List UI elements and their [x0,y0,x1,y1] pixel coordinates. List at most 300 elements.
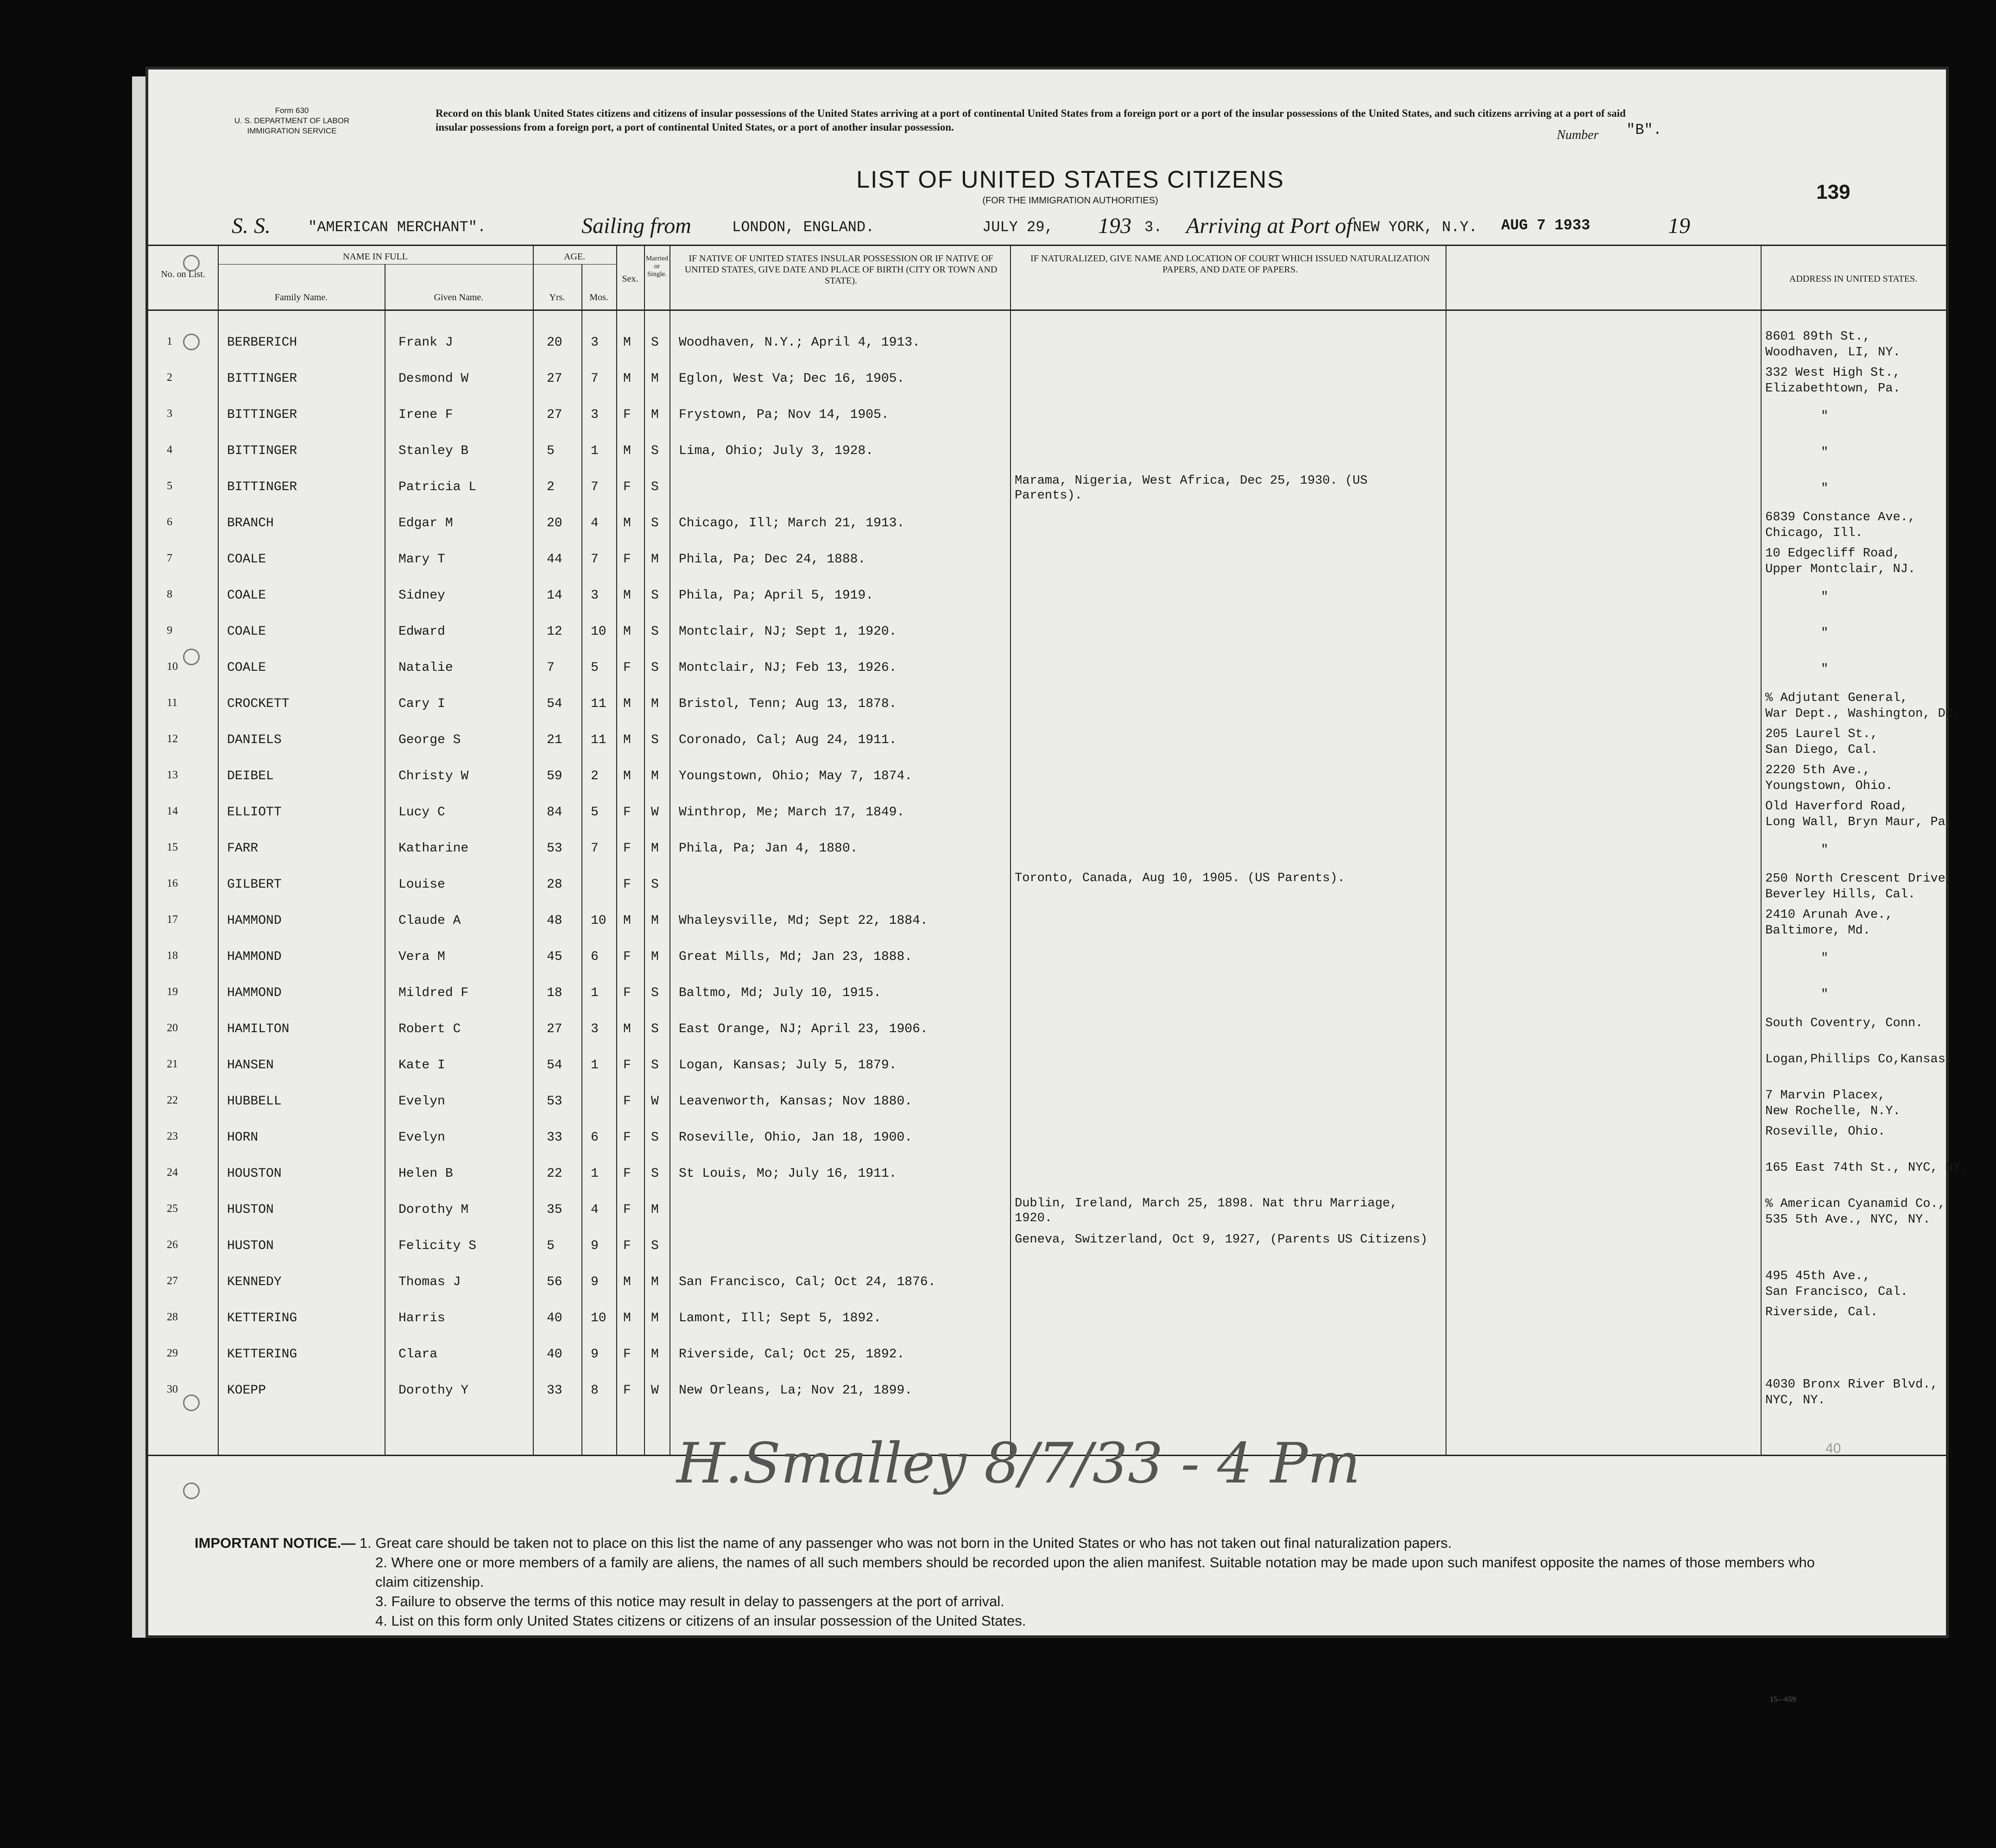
cell-address [1765,401,1828,424]
cell-given: Vera M [398,950,445,964]
cell-birth: New Orleans, La; Nov 21, 1899. [679,1383,913,1398]
col-header-sex: Sex. [622,274,638,284]
col-header-married: Married or Single. [645,255,669,278]
cell-given: Natalie [398,661,453,675]
cell-no: 20 [167,1022,178,1034]
cell-family: BITTINGER [227,372,297,386]
cell-no: 8 [167,588,172,600]
cell-ms: S [651,335,659,350]
header-top-rule [148,245,1946,246]
cell-no: 16 [167,877,178,889]
cell-ms: M [651,1347,659,1362]
cell-mos: 11 [591,733,606,747]
cell-address [1765,1052,1953,1067]
cell-given: Louise [398,877,445,892]
cell-birth: Coronado, Cal; Aug 24, 1911. [679,733,897,747]
cell-given: Mildred F [398,986,469,1000]
col-header-no: No. on List. [161,269,205,279]
cell-given: Lucy C [398,805,445,820]
col-header-name: NAME IN FULL [343,252,408,262]
cell-ms: S [651,1022,659,1036]
cell-ms: S [651,1058,659,1072]
cell-birth: Youngstown, Ohio; May 7, 1874. [679,769,913,783]
sailing-date: JULY 29, [982,219,1054,236]
arrival-port: NEW YORK, N.Y. [1353,219,1478,236]
cell-sex: F [623,480,631,494]
cell-address [1765,726,1878,758]
cell-address [1765,763,1893,794]
number-value: "B". [1626,121,1662,139]
cell-birth: Lamont, Ill; Sept 5, 1892. [679,1311,881,1325]
cell-sex: F [623,552,631,567]
cell-family: KETTERING [227,1347,297,1362]
cell-ms: S [651,516,659,530]
cell-family: HAMMOND [227,950,282,964]
cell-sex: F [623,408,631,422]
address-line: 250 North Crescent Drive, [1765,872,1953,886]
cell-no: 23 [167,1130,178,1142]
address-line: Baltimore, Md. [1765,924,1870,938]
cell-birth: St Louis, Mo; July 16, 1911. [679,1167,897,1181]
cell-sex: F [623,1094,631,1109]
cell-yrs: 12 [547,624,562,639]
cell-ms: S [651,733,659,747]
cell-birth: Baltmo, Md; July 10, 1915. [679,986,881,1000]
cell-mos: 1 [591,444,599,458]
cell-birth: Winthrop, Me; March 17, 1849. [679,805,905,820]
cell-ms: M [651,914,659,928]
cell-sex: M [623,588,631,603]
cell-birth: Frystown, Pa; Nov 14, 1905. [679,408,889,422]
cell-sex: M [623,372,631,386]
cell-address [1765,329,1901,360]
cell-yrs: 27 [547,372,562,386]
cell-given: Thomas J [398,1275,461,1289]
cell-no: 30 [167,1383,178,1395]
cell-given: Sidney [398,588,445,603]
sailing-label: Sailing from [581,214,691,238]
col-header-mos: Mos. [589,292,608,303]
address-line: " [1821,590,1829,604]
cell-no: 29 [167,1347,178,1359]
cell-yrs: 22 [547,1167,562,1181]
cell-sex: F [623,1130,631,1145]
cell-no: 6 [167,516,172,528]
address-line: Old Haverford Road, [1765,800,1908,814]
table-row [148,473,1946,510]
number-label: Number [1557,128,1599,142]
cell-address [1765,654,1828,677]
cell-ms: M [651,408,659,422]
table-row [148,365,1946,401]
page-edge-left [132,76,151,1638]
cell-given: Evelyn [398,1130,445,1145]
address-line: Riverside, Cal. [1765,1306,1878,1319]
cell-yrs: 48 [547,914,562,928]
cell-nat: Toronto, Canada, Aug 10, 1905. (US Parents). [1015,871,1345,885]
cell-address [1765,1015,1923,1031]
table-row [148,763,1946,799]
cell-family: HUSTON [227,1203,274,1217]
notice-heading: IMPORTANT NOTICE.— [195,1535,356,1551]
cell-no: 14 [167,805,178,817]
col-header-address: ADDRESS IN UNITED STATES. [1789,274,1918,284]
cell-mos: 10 [591,914,606,928]
cell-yrs: 21 [547,733,562,747]
cell-ms: S [651,480,659,494]
address-line: Long Wall, Bryn Maur, Pa. [1765,815,1953,829]
table-row [148,907,1946,943]
cell-mos: 2 [591,769,599,783]
cell-family: COALE [227,661,266,675]
address-line: Beverley Hills, Cal. [1765,888,1916,902]
address-line: % American Cyanamid Co., [1765,1197,1945,1211]
cell-birth: Riverside, Cal; Oct 25, 1892. [679,1347,905,1362]
cell-family: BITTINGER [227,408,297,422]
cell-mos: 7 [591,372,599,386]
form-number: Form 630 [275,106,309,115]
address-line: 205 Laurel St., [1765,727,1878,741]
cell-nat: Dublin, Ireland, March 25, 1898. Nat thru Marriage, 1920. [1015,1197,1398,1225]
cell-no: 5 [167,480,172,492]
address-line: " [1821,662,1829,676]
cell-address [1765,907,1893,939]
cell-no: 12 [167,733,178,745]
record-instructions: Record on this blank United States citizens and citizens of insular possessions of the United States arriving at a port of continental United States from a foreign port or a port of the insular possessions of the United States, and such citizens arriving at a port of said insular possessions from a foreign port, a port of continental United States, or a port of another insular possession. [436,107,1626,133]
cell-mos: 3 [591,588,599,603]
cell-sex: F [623,1167,631,1181]
cell-address [1765,1124,1885,1140]
cell-yrs: 5 [547,444,555,458]
form-header [208,106,375,136]
cell-no: 1 [167,335,172,347]
cell-no: 18 [167,950,178,962]
address-line: " [1821,952,1829,965]
cell-given: Christy W [398,769,469,783]
address-line: South Coventry, Conn. [1765,1016,1923,1030]
cell-address [1765,979,1828,1003]
cell-yrs: 84 [547,805,562,820]
cell-sex: F [623,841,631,856]
cell-no: 11 [167,697,178,709]
address-line: " [1821,626,1829,640]
address-line: Chicago, Ill. [1765,526,1863,540]
address-line: " [1821,410,1829,423]
cell-yrs: 35 [547,1203,562,1217]
table-row [148,1341,1946,1377]
cell-given: Cary I [398,697,445,711]
cell-mos: 4 [591,1203,599,1217]
table-row [148,329,1946,365]
cell-no: 21 [167,1058,178,1070]
notice-item: 3. Failure to observe the terms of this notice may result in delay to passengers at the port of arrival. [375,1593,1004,1609]
arrival-stamp: AUG 7 1933 [1501,217,1591,234]
cell-no: 25 [167,1203,178,1215]
cell-yrs: 20 [547,335,562,350]
cell-birth: Great Mills, Md; Jan 23, 1888. [679,950,913,964]
cell-no: 10 [167,661,178,673]
address-line: Elizabethtown, Pa. [1765,382,1901,396]
cell-address [1765,1196,1945,1228]
cell-sex: F [623,1383,631,1398]
notice-item: 2. Where one or more members of a family are aliens, the names of all such members should be recorded upon the alien manifest. Suitable notation may be made upon such manifest opposite the names of those members who claim citizenship. [375,1554,1815,1590]
address-line: Upper Montclair, NJ. [1765,562,1916,576]
cell-no: 22 [167,1094,178,1106]
table-row [148,1196,1946,1232]
binder-hole [183,649,200,665]
cell-sex: F [623,986,631,1000]
cell-sex: M [623,335,631,350]
cell-mos: 7 [591,841,599,856]
cell-yrs: 27 [547,1022,562,1036]
cell-sex: M [623,697,631,711]
cell-address [1765,835,1828,858]
cell-nat: Geneva, Switzerland, Oct 9, 1927, (Parents US Citizens) [1015,1233,1428,1247]
cell-given: Stanley B [398,444,469,458]
cell-family: COALE [227,588,266,603]
cell-ms: S [651,444,659,458]
table-row [148,1052,1953,1088]
cell-mos: 3 [591,1022,599,1036]
address-line: 2410 Arunah Ave., [1765,908,1893,922]
cell-ms: S [651,624,659,639]
cell-sex: F [623,1058,631,1072]
address-line: 7 Marvin Placex, [1765,1089,1886,1103]
sailing-from: LONDON, ENGLAND. [732,219,875,236]
cell-mos: 3 [591,408,599,422]
cell-given: Robert C [398,1022,461,1036]
cell-ms: S [651,1239,659,1253]
stamp-count: 40 [1825,1441,1841,1456]
cell-ms: W [651,1383,659,1398]
cell-birth: Roseville, Ohio, Jan 18, 1900. [679,1130,913,1145]
address-line: " [1821,482,1829,496]
cell-yrs: 33 [547,1383,562,1398]
table-row [148,1377,1946,1413]
cell-ms: S [651,986,659,1000]
cell-mos: 11 [591,697,606,711]
cell-birth: Leavenworth, Kansas; Nov 1880. [679,1094,913,1109]
cell-yrs: 56 [547,1275,562,1289]
cell-given: Edgar M [398,516,453,530]
cell-ms: S [651,1167,659,1181]
year-prefix: 193 [1098,214,1131,238]
notice-item: 1. Great care should be taken not to place on this list the name of any passenger who was not born in the United States or who has not taken out final naturalization papers. [359,1535,1452,1551]
manifest-page [148,69,1968,1703]
cell-yrs: 7 [547,661,555,675]
cell-given: Claude A [398,914,461,928]
table-row [148,979,1946,1015]
cell-yrs: 53 [547,841,562,856]
cell-family: HAMILTON [227,1022,290,1036]
table-row [148,835,1946,871]
cell-yrs: 20 [547,516,562,530]
cell-family: BITTINGER [227,444,297,458]
table-row [148,582,1946,618]
cell-given: Felicity S [398,1239,477,1253]
cell-yrs: 28 [547,877,562,892]
cell-yrs: 27 [547,408,562,422]
cell-yrs: 54 [547,697,562,711]
table-row [148,510,1946,546]
cell-address [1765,1305,1878,1320]
cell-birth: Bristol, Tenn; Aug 13, 1878. [679,697,897,711]
cell-birth: San Francisco, Cal; Oct 24, 1876. [679,1275,936,1289]
cell-given: Edward [398,624,445,639]
cell-address [1765,1160,1968,1176]
cell-family: DANIELS [227,733,282,747]
cell-given: Katharine [398,841,469,856]
cell-address [1765,510,1915,541]
footer-form-code: 15—659 [1770,1696,1796,1703]
page-title: LIST OF UNITED STATES CITIZENS [856,166,1284,193]
cell-yrs: 53 [547,1094,562,1109]
cell-ms: W [651,1094,659,1109]
cell-ms: M [651,950,659,964]
cell-family: DEIBEL [227,769,274,783]
cell-sex: F [623,950,631,964]
cell-no: 27 [167,1275,178,1287]
cell-sex: M [623,1275,631,1289]
address-line: 495 45th Ave., [1765,1269,1870,1283]
cell-family: KENNEDY [227,1275,282,1289]
cell-no: 3 [167,408,172,420]
cell-address [1765,365,1901,397]
cell-ms: M [651,769,659,783]
cell-no: 19 [167,986,178,998]
cell-address [1765,618,1828,641]
cell-birth: Eglon, West Va; Dec 16, 1905. [679,372,905,386]
table-row [148,654,1946,690]
cell-given: Evelyn [398,1094,445,1109]
cell-address [1765,437,1828,460]
cell-birth: Chicago, Ill; March 21, 1913. [679,516,905,530]
inspector-signature: H.Smalley 8/7/33 - 4 Pm [676,1432,1361,1496]
table-row [148,1088,1946,1124]
table-row [148,546,1946,582]
cell-ms: M [651,841,659,856]
address-line: New Rochelle, N.Y. [1765,1104,1901,1118]
cell-sex: M [623,733,631,747]
table-row [148,1232,1946,1268]
page-number: 139 [1816,181,1851,203]
cell-mos: 5 [591,661,599,675]
cell-no: 26 [167,1239,178,1251]
cell-yrs: 33 [547,1130,562,1145]
cell-yrs: 40 [547,1347,562,1362]
department: U. S. DEPARTMENT OF LABOR [234,116,350,125]
cell-mos: 9 [591,1275,599,1289]
table-row [148,799,1953,835]
cell-ms: M [651,1311,659,1325]
cell-sex: F [623,805,631,820]
cell-ms: W [651,805,659,820]
table-row [148,437,1946,473]
address-line: Roseville, Ohio. [1765,1125,1886,1139]
cell-yrs: 45 [547,950,562,964]
cell-mos: 1 [591,1167,599,1181]
cell-mos: 4 [591,516,599,530]
cell-given: Clara [398,1347,438,1362]
year-suffix: 19 [1668,214,1690,238]
cell-birth: Woodhaven, N.Y.; April 4, 1913. [679,335,920,350]
cell-family: GILBERT [227,877,282,892]
cell-no: 17 [167,914,178,926]
cell-sex: M [623,1311,631,1325]
cell-address [1765,871,1953,902]
cell-family: COALE [227,552,266,567]
col-header-given: Given Name. [434,292,484,303]
cell-given: Desmond W [398,372,469,386]
cell-family: BERBERICH [227,335,297,350]
cell-family: HUBBELL [227,1094,282,1109]
cell-mos: 1 [591,986,599,1000]
cell-given: Kate I [398,1058,445,1072]
cell-birth: Whaleysville, Md; Sept 22, 1884. [679,914,928,928]
cell-address [1765,473,1828,497]
cell-family: HANSEN [227,1058,274,1072]
cell-birth: Phila, Pa; April 5, 1919. [679,588,874,603]
cell-mos: 9 [591,1347,599,1362]
address-line: 8601 89th St., [1765,330,1870,344]
cell-ms: S [651,661,659,675]
cell-no: 9 [167,624,172,637]
cell-family: HAMMOND [227,914,282,928]
cell-family: FARR [227,841,259,856]
cell-family: COALE [227,624,266,639]
cell-ms: S [651,877,659,892]
address-line: Woodhaven, LI, NY. [1765,346,1901,360]
cell-family: HOUSTON [227,1167,282,1181]
ship-name: "AMERICAN MERCHANT". [308,219,486,236]
cell-birth: Lima, Ohio; July 3, 1928. [679,444,874,458]
cell-sex: F [623,1347,631,1362]
cell-family: BITTINGER [227,480,297,494]
cell-given: Patricia L [398,480,477,494]
cell-ms: M [651,697,659,711]
cell-family: ELLIOTT [227,805,282,820]
notice-item: 4. List on this form only United States citizens or citizens of an insular possession of the United States. [375,1613,1026,1629]
address-line: 165 East 74th St., NYC, NY. [1765,1161,1968,1175]
page-subtitle: (FOR THE IMMIGRATION AUTHORITIES) [982,196,1158,206]
cell-sex: M [623,1022,631,1036]
address-line: War Dept., Washington, DC. [1765,707,1961,721]
cell-nat: Marama, Nigeria, West Africa, Dec 25, 1930. (US Parents). [1015,474,1368,503]
cell-birth: Montclair, NJ; Feb 13, 1926. [679,661,897,675]
cell-sex: M [623,624,631,639]
cell-ms: M [651,1203,659,1217]
cell-mos: 9 [591,1239,599,1253]
cell-birth: East Orange, NJ; April 23, 1906. [679,1022,928,1036]
cell-no: 24 [167,1167,178,1179]
cell-yrs: 59 [547,769,562,783]
table-row [148,1015,1946,1052]
address-line: 10 Edgecliff Road, [1765,547,1901,561]
address-line: 4030 Bronx River Blvd., [1765,1378,1938,1392]
cell-mos: 10 [591,624,606,639]
table-row [148,618,1946,654]
cell-ms: S [651,1130,659,1145]
col-header-age: AGE. [563,252,586,262]
cell-birth: Phila, Pa; Dec 24, 1888. [679,552,866,567]
cell-family: HUSTON [227,1239,274,1253]
cell-mos: 6 [591,950,599,964]
cell-yrs: 54 [547,1058,562,1072]
cell-sex: F [623,877,631,892]
ss-label: S. S. [232,214,271,238]
table-row [148,943,1946,979]
cell-address [1765,943,1828,966]
